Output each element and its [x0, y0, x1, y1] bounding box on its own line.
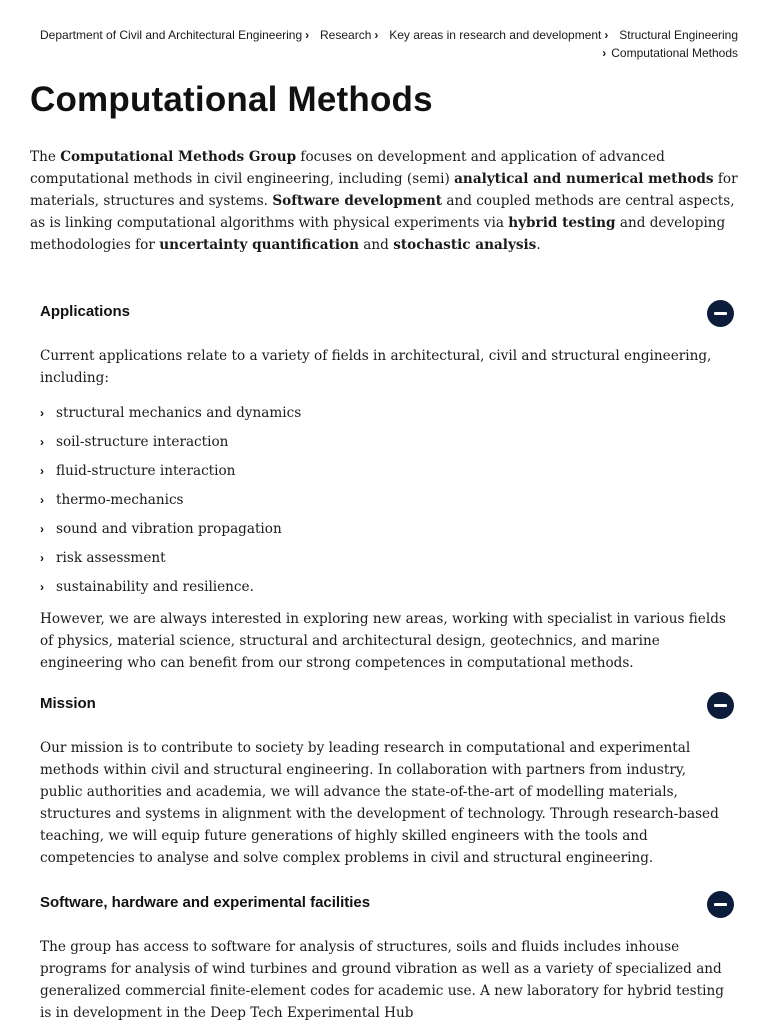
list-item: › structural mechanics and dynamics	[40, 399, 740, 428]
breadcrumb-link-key-areas[interactable]: Key areas in research and development	[389, 28, 602, 42]
applications-list	[40, 399, 740, 602]
list-item: › soil-structure interaction	[40, 428, 740, 457]
breadcrumb-link-department[interactable]: Department of Civil and Architectural Engineering	[40, 28, 303, 42]
chevron-right-icon: ›	[40, 464, 44, 478]
applications-intro: Current applications relate to a variety of fields in architectural, civil and structural engineering, including:	[40, 348, 712, 386]
chevron-right-icon: ›	[40, 522, 44, 536]
chevron-right-icon: ›	[602, 46, 607, 60]
list-item: › sound and vibration propagation	[40, 515, 740, 544]
list-item: › thermo-mechanics	[40, 486, 740, 515]
accordion-header-mission[interactable]	[40, 692, 740, 720]
chevron-right-icon: ›	[604, 28, 609, 42]
breadcrumb	[40, 26, 738, 62]
page-title: Computational Methods	[30, 80, 433, 119]
chevron-right-icon: ›	[40, 580, 44, 594]
section-title-facilities: Software, hardware and experimental facilities	[40, 894, 371, 911]
accordion-header-facilities[interactable]	[40, 891, 740, 919]
minus-circle-icon[interactable]	[707, 300, 734, 327]
section-applications	[40, 300, 740, 674]
minus-circle-icon[interactable]	[707, 692, 734, 719]
chevron-right-icon: ›	[305, 28, 310, 42]
chevron-right-icon: ›	[374, 28, 379, 42]
section-mission	[40, 692, 740, 869]
chevron-right-icon: ›	[40, 551, 44, 565]
chevron-right-icon: ›	[40, 435, 44, 449]
intro-paragraph: The Computational Methods Group focuses on development and application of advanced computational methods in civil engineering, including (semi) analytical and numerical methods for materials, structures and systems. Software development and coupled methods are central aspects, as is linking computational algorithms with physical experiments via hybrid testing and developing methodologies for uncertainty quantification and stochastic analysis.	[30, 149, 738, 253]
chevron-right-icon: ›	[40, 406, 44, 420]
breadcrumb-link-research[interactable]: Research	[320, 28, 372, 42]
section-title-applications: Applications	[40, 303, 131, 320]
breadcrumb-link-structural-engineering[interactable]: Structural Engineering	[619, 28, 738, 42]
facilities-text: The group has access to software for analysis of structures, soils and fluids includes inhouse programs for analysis of wind turbines and ground vibration as well as a variety of specialized and generalized commercial finite-element codes for academic use. A new laboratory for hybrid testing is in development in the Deep Tech Experimental Hub	[40, 939, 724, 1021]
mission-text: Our mission is to contribute to society by leading research in computational and experimental methods within civil and structural engineering. In collaboration with partners from industry, public authorities and academia, we will advance the state-of-the-art of modelling materials, structures and systems in alignment with the development of technology. Through research-based teaching, we will equip future generations of highly skilled engineers with the tools and competencies to analyse and solve complex problems in civil and structural engineering.	[40, 740, 719, 866]
list-item: › fluid-structure interaction	[40, 457, 740, 486]
section-facilities	[40, 891, 740, 1024]
minus-circle-icon[interactable]	[707, 891, 734, 918]
breadcrumb-current: Computational Methods	[611, 46, 738, 60]
applications-outro: However, we are always interested in exploring new areas, working with specialist in various fields of physics, material science, structural and architectural design, geotechnics, and marine engineering who can benefit from our strong competences in computational methods.	[40, 611, 726, 671]
accordion-header-applications[interactable]	[40, 300, 740, 328]
chevron-right-icon: ›	[40, 493, 44, 507]
list-item: › sustainability and resilience.	[40, 573, 740, 602]
list-item: › risk assessment	[40, 544, 740, 573]
section-title-mission: Mission	[40, 695, 96, 712]
